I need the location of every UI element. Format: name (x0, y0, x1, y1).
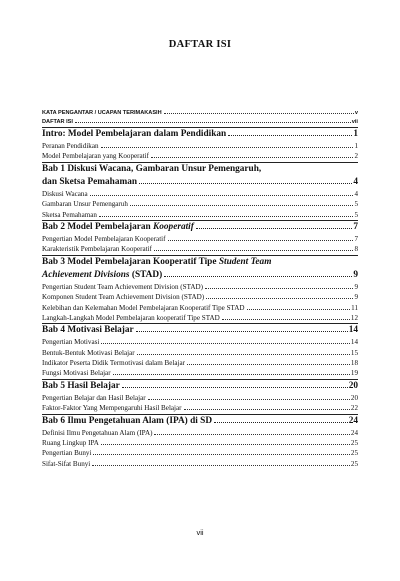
toc-chapter-bab6[interactable] (42, 414, 358, 428)
entry-label: Peranan Pendidikan (42, 142, 99, 150)
entry-page: 22 (350, 404, 358, 413)
dot-leader (187, 364, 350, 365)
entry-label: Pengertian Motivasi (42, 338, 100, 347)
chapter-label-line1: Bab 1 Diskusi Wacana, Gambaran Unsur Pemengaruh, (42, 163, 262, 174)
entry-page: 25 (350, 449, 358, 458)
dot-leader (168, 240, 354, 241)
entry-label: Model Pembelajaran yang Kooperatif (42, 152, 149, 161)
entry-label: Komponen Student Team Achievement Division (STAD) (42, 293, 205, 302)
toc-section-entry[interactable] (42, 348, 358, 358)
entry-label: Langkah-Langkah Model Pembelajaran kooperatif Tipe STAD (42, 313, 220, 322)
toc-section-entry[interactable] (42, 403, 358, 413)
dot-leader (222, 319, 350, 320)
bab2-entries (42, 234, 358, 255)
chapter-label-line1 (42, 256, 271, 269)
chapter-page: 20 (348, 380, 358, 391)
dot-leader (184, 409, 350, 410)
entry-label: Diskusi Wacana (42, 189, 88, 198)
dot-leader (75, 122, 351, 123)
dot-leader (151, 157, 353, 158)
bab1-entries (42, 189, 358, 220)
chapter-label: Bab 5 Hasil Belajar (42, 380, 120, 391)
toc-front-entry[interactable] (42, 109, 358, 118)
dot-leader (99, 216, 353, 217)
entry-page: 12 (350, 313, 358, 322)
dot-leader (130, 205, 354, 206)
entry-label: Pengertian Bunyi (42, 449, 92, 458)
chapter-page: 7 (353, 221, 358, 232)
intro-entries (42, 141, 358, 162)
toc-section-entry[interactable] (42, 393, 358, 403)
dot-leader (206, 298, 353, 299)
toc-section-entry[interactable] (42, 337, 358, 347)
dot-leader (137, 354, 350, 355)
chapter-label (42, 221, 194, 234)
entry-label: Faktor-Faktor Yang Mempengaruhi Hasil Belajar (42, 404, 182, 413)
dot-leader (113, 374, 350, 375)
entry-label: Sifat-Sifat Bunyi (42, 459, 91, 468)
page-number: vii (196, 528, 204, 537)
entry-page: 19 (350, 369, 358, 378)
toc-section-entry[interactable] (42, 244, 358, 254)
bab6-entries (42, 428, 358, 470)
entry-page: 1 (354, 142, 358, 150)
toc-section-entry[interactable] (42, 189, 358, 199)
front-matter-list (42, 109, 358, 127)
dot-leader (92, 465, 350, 466)
entry-label: Definisi Ilmu Pengetahuan Alam (IPA) (42, 428, 153, 437)
entry-page: 14 (350, 338, 358, 347)
toc-section-entry[interactable] (42, 358, 358, 368)
toc-chapter-intro[interactable] (42, 127, 358, 141)
toc-chapter-bab4[interactable] (42, 323, 358, 337)
entry-label: Pengertian Student Team Achievement Division (STAD) (42, 282, 203, 291)
entry-page: 4 (354, 189, 358, 198)
entry-page: 24 (350, 428, 358, 437)
toc-section-entry[interactable] (42, 459, 358, 469)
entry-page: 18 (350, 359, 358, 368)
entry-page: 20 (350, 393, 358, 402)
entry-page: 5 (354, 210, 358, 219)
chapter-label-italic: Achievement Divisions (42, 269, 130, 280)
toc-chapter-bab3[interactable] (42, 255, 358, 269)
bab3-entries (42, 282, 358, 324)
chapter-label: Bab 6 Ilmu Pengetahuan Alam (IPA) di SD (42, 415, 213, 426)
entry-page: 2 (354, 152, 358, 161)
dot-leader (90, 195, 354, 196)
toc-chapter-bab3-cont[interactable] (42, 269, 358, 282)
entry-page: 9 (354, 282, 358, 291)
dot-leader (247, 309, 351, 310)
toc-chapter-bab1-cont[interactable] (42, 176, 358, 189)
entry-label: Kelebihan dan Kelemahan Model Pembelajaran Kooperatif Tipe STAD (42, 303, 245, 312)
toc-section-entry[interactable] (42, 151, 358, 161)
entry-label: DAFTAR ISI (42, 119, 73, 125)
toc-section-entry[interactable] (42, 210, 358, 220)
bab5-entries (42, 393, 358, 414)
chapter-page: 4 (353, 176, 358, 187)
entry-page: 11 (351, 303, 358, 312)
dot-leader (154, 434, 349, 435)
entry-page: v (354, 110, 358, 116)
bab4-entries (42, 337, 358, 379)
toc-section-entry[interactable] (42, 448, 358, 458)
chapter-label-line2: dan Sketsa Pemahaman (42, 176, 138, 187)
entry-label: Karakteristik Pembelajaran Kooperatif (42, 245, 152, 254)
entry-label: Pengertian Belajar dan Hasil Belajar (42, 393, 146, 402)
dot-leader (101, 147, 354, 148)
chapter-label: Bab 4 Motivasi Belajar (42, 325, 134, 336)
chapter-page: 24 (348, 415, 358, 426)
toc-section-entry[interactable] (42, 292, 358, 302)
entry-label: Fungsi Motivasi Belajar (42, 369, 111, 378)
entry-label: KATA PENGANTAR / UCAPAN TERIMAKASIH (42, 110, 162, 116)
entry-label: Sketsa Pemahaman (42, 210, 97, 219)
entry-page: 5 (354, 200, 358, 209)
dot-leader (148, 399, 350, 400)
toc-section-entry[interactable] (42, 428, 358, 438)
toc-chapter-bab2[interactable] (42, 220, 358, 234)
entry-label: Ruang Lingkup IPA (42, 439, 99, 448)
entry-page: 9 (354, 293, 358, 302)
toc-section-entry[interactable] (42, 282, 358, 292)
chapter-page: 1 (353, 129, 358, 139)
page-title: DAFTAR ISI (168, 39, 232, 50)
chapter-page: 14 (348, 325, 358, 336)
chapter-label-italic: Kooperatif (153, 221, 194, 232)
entry-page: 7 (354, 234, 358, 243)
toc-front-entry[interactable] (42, 118, 358, 127)
toc-section-entry[interactable] (42, 438, 358, 448)
entry-page: vii (351, 119, 358, 125)
chapter-page: 9 (353, 269, 358, 280)
entry-label: Bentuk-Bentuk Motivasi Belajar (42, 348, 135, 357)
entry-label: Pengertian Model Pembelajaran Kooperatif (42, 234, 166, 243)
entry-page: 15 (350, 348, 358, 357)
dot-leader (101, 444, 350, 445)
entry-page: 25 (350, 439, 358, 448)
toc-section-entry[interactable] (42, 313, 358, 323)
toc-section-entry[interactable] (42, 303, 358, 313)
toc-section-entry[interactable] (42, 368, 358, 378)
chapter-label-prefix: Bab 2 Model Pembelajaran (42, 221, 154, 232)
toc-section-entry[interactable] (42, 141, 358, 151)
dot-leader (101, 343, 350, 344)
dot-leader (154, 250, 354, 251)
toc-chapter-bab1[interactable] (42, 162, 358, 176)
toc-section-entry[interactable] (42, 199, 358, 209)
table-of-contents (42, 109, 358, 469)
entry-label: Indikator Peserta Didik Termotivasi dalam Belajar (42, 359, 185, 368)
toc-chapter-bab5[interactable] (42, 379, 358, 393)
dot-leader (164, 113, 354, 114)
chapter-label-line2 (42, 269, 162, 282)
dot-leader (205, 288, 354, 289)
chapter-label-suffix: (STAD) (129, 269, 163, 280)
dot-leader (93, 454, 349, 455)
chapter-label-italic: Student Team (218, 256, 272, 267)
chapter-label-prefix: Bab 3 Model Pembelajaran Kooperatif Tipe (42, 256, 219, 267)
entry-label: Gambaran Unsur Pemengaruh (42, 200, 128, 209)
entry-page: 8 (354, 245, 358, 254)
chapter-label: Intro: Model Pembelajaran dalam Pendidikan (42, 129, 227, 139)
toc-section-entry[interactable] (42, 234, 358, 244)
entry-page: 25 (350, 459, 358, 468)
